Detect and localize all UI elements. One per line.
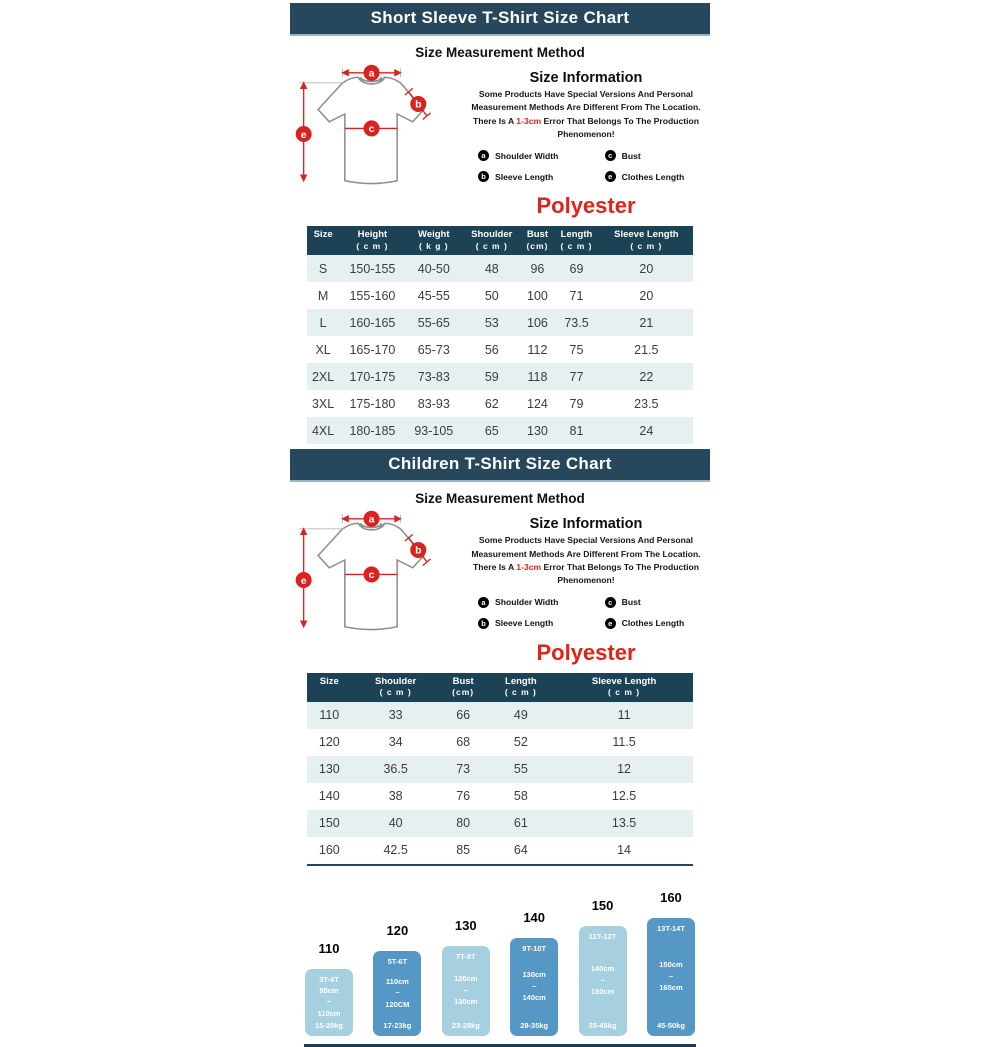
table-row: [307, 783, 693, 810]
table-row: [307, 837, 693, 865]
adult-info-column: [462, 63, 710, 219]
tshirt-measurement-diagram: [290, 65, 462, 193]
children-size-table: [307, 673, 693, 866]
age-range: 9T-10T: [522, 943, 547, 953]
size-bar: [647, 918, 695, 1036]
bust-cell: 68: [456, 735, 471, 750]
sleeve-cell: 12.5: [611, 789, 637, 804]
size-bar-group: [646, 890, 696, 1036]
legend-item: [478, 597, 605, 608]
column-header: Bust (cm): [440, 673, 487, 702]
bust-cell: 73: [456, 762, 471, 777]
legend-item: [605, 171, 706, 182]
weight-cell: 65-73: [417, 342, 450, 357]
bust-cell: 100: [527, 288, 548, 303]
sleeve-cell: 14: [555, 837, 693, 865]
size-cell: S: [318, 261, 328, 276]
table-row: [307, 255, 693, 282]
children-material-label: Polyester: [536, 639, 636, 665]
table-row: [307, 729, 693, 756]
svg-text:c: c: [368, 123, 375, 136]
table-row: [307, 309, 693, 336]
height-range: 110cm ~ 120CM: [385, 976, 410, 1009]
column-header: Weight ( k g ): [406, 226, 462, 255]
adult-diagram-column: [290, 63, 462, 219]
column-header: Height ( c m ): [339, 226, 405, 255]
shoulder-cell: 40: [388, 816, 403, 831]
weight-range: 23-28kg: [451, 1020, 480, 1030]
legend-letter-icon: e: [605, 618, 616, 629]
sleeve-cell: 23.5: [634, 396, 659, 411]
size-bar-label: 150: [591, 897, 614, 913]
shoulder-cell: 36.5: [383, 762, 408, 777]
bust-cell: 112: [527, 342, 548, 357]
table-row: [307, 756, 693, 783]
shoulder-cell: 62: [484, 396, 499, 411]
legend-letter-icon: b: [478, 171, 489, 182]
legend-letter-icon: a: [478, 597, 489, 608]
children-info-column: [462, 509, 710, 665]
shoulder-cell: 56: [484, 342, 499, 357]
weight-cell: 45-55: [417, 288, 450, 303]
legend-letter-icon: a: [478, 150, 489, 161]
weight-range: 45-50kg: [656, 1020, 685, 1030]
children-method-title: Size Measurement Method: [415, 491, 585, 507]
table-row: [307, 810, 693, 837]
size-cell: 150: [318, 816, 340, 831]
size-bar: [442, 946, 490, 1036]
legend-item: [605, 597, 706, 608]
size-bar-label: 130: [454, 917, 477, 933]
bust-cell: 66: [456, 708, 471, 723]
height-range: 120cm ~ 130cm: [454, 974, 478, 1007]
age-range: 13T-14T: [656, 923, 685, 933]
size-bar-label: 140: [523, 909, 546, 925]
sleeve-cell: 11.5: [612, 735, 636, 750]
legend-label: Clothes Length: [621, 618, 685, 629]
sleeve-cell: 21: [639, 315, 654, 330]
legend-label: Shoulder Width: [495, 150, 559, 161]
size-bar-label: 160: [660, 889, 682, 905]
baseline-divider: [304, 1044, 696, 1047]
sleeve-cell: 22: [639, 369, 654, 384]
shoulder-cell: 48: [484, 261, 499, 276]
weight-cell: 55-65: [417, 315, 450, 330]
sleeve-cell: 12: [617, 762, 632, 777]
length-cell: 49: [513, 708, 528, 723]
length-cell: 55: [513, 762, 528, 777]
size-bars-section: [304, 890, 696, 1047]
bust-cell: 124: [527, 396, 548, 411]
table-row: [307, 282, 693, 309]
bust-cell: 76: [456, 789, 471, 804]
children-measure-row: [290, 509, 710, 665]
height-cell: 155-160: [349, 288, 396, 303]
size-bar-group: [304, 941, 354, 1036]
size-bar-group: [441, 918, 491, 1036]
adult-material-label: Polyester: [536, 193, 636, 219]
bust-cell: 106: [527, 315, 548, 330]
svg-text:b: b: [415, 98, 422, 111]
column-header: Size: [307, 673, 352, 702]
weight-range: 15-20kg: [315, 1020, 343, 1030]
legend-label: Shoulder Width: [495, 597, 559, 608]
size-cell: 110: [319, 708, 340, 723]
age-range: 11T-12T: [588, 931, 617, 941]
size-bar-label: 120: [386, 922, 409, 938]
legend-item: [478, 171, 605, 182]
size-bar: [373, 951, 421, 1036]
size-cell: 140: [318, 789, 340, 804]
children-diagram-column: [290, 509, 462, 665]
age-range: 7T-8T: [455, 951, 476, 961]
length-cell: 69: [569, 261, 584, 276]
size-cell: L: [319, 315, 327, 330]
svg-text:e: e: [300, 128, 307, 141]
legend-item: [605, 618, 706, 629]
height-range: 150cm ~ 165cm: [659, 960, 683, 993]
size-cell: XL: [315, 342, 331, 357]
sleeve-cell: 20: [639, 288, 654, 303]
legend-label: Bust: [621, 597, 641, 608]
height-cell: 180-185: [349, 423, 396, 438]
age-range: 5T-6T: [387, 956, 408, 966]
size-bar-label: 110: [318, 940, 340, 956]
legend-item: [478, 150, 605, 161]
weight-cell: 93-105: [414, 423, 454, 438]
shoulder-cell: 50: [484, 288, 499, 303]
weight-cell: 73-83: [417, 369, 450, 384]
error-range-highlight: 1-3cm: [516, 561, 542, 572]
size-bar-group: [372, 923, 422, 1036]
length-cell: 58: [513, 789, 528, 804]
svg-text:e: e: [300, 575, 307, 588]
column-header: Shoulder ( c m ): [352, 673, 440, 702]
column-header: Shoulder ( c m ): [462, 226, 522, 255]
weight-range: 28-35kg: [520, 1020, 549, 1030]
svg-text:a: a: [368, 67, 375, 80]
adult-section: [290, 3, 710, 444]
length-cell: 79: [569, 396, 584, 411]
column-header: Bust (cm): [522, 226, 554, 255]
table-row: [307, 702, 693, 729]
size-bar: [510, 938, 558, 1036]
height-cell: 165-170: [349, 342, 396, 357]
svg-text:c: c: [368, 569, 375, 582]
bust-cell: 96: [530, 261, 545, 276]
adult-size-table: [307, 226, 693, 444]
children-info-text: Some Products Have Special Versions And Personal Measurement Methods Are Different From The Location. There Is A 1-3cm Error That Belongs To The Production Phenomenon!: [471, 535, 701, 586]
size-bar: [579, 926, 627, 1036]
age-range: 3T-4T: [319, 974, 339, 984]
adult-measure-legend: [462, 148, 710, 182]
weight-cell: 40-50: [417, 261, 450, 276]
height-cell: 150-155: [349, 261, 396, 276]
legend-letter-icon: c: [605, 597, 616, 608]
length-cell: 77: [569, 369, 584, 384]
legend-item: [478, 618, 605, 629]
table-row: [307, 390, 693, 417]
column-header: Sleeve Length ( c m ): [555, 673, 693, 702]
children-table-body: [307, 702, 693, 865]
size-bar: [305, 969, 353, 1036]
shoulder-cell: 53: [484, 315, 499, 330]
adult-info-text: Some Products Have Special Versions And Personal Measurement Methods Are Different From The Location. There Is A 1-3cm Error That Belongs To The Production Phenomenon!: [471, 89, 701, 139]
children-section: [290, 449, 710, 865]
weight-cell: 83-93: [417, 396, 450, 411]
adult-method-title: Size Measurement Method: [415, 45, 585, 60]
size-bar-group: [578, 898, 628, 1036]
legend-item: [605, 150, 706, 161]
sleeve-cell: 11: [617, 708, 631, 723]
legend-label: Sleeve Length: [495, 618, 554, 629]
size-cell: 120: [318, 735, 340, 750]
sleeve-cell: 13.5: [611, 816, 637, 831]
weight-range: 17-23kg: [383, 1020, 412, 1030]
length-cell: 61: [513, 816, 528, 831]
table-row: [307, 417, 693, 444]
size-cell: M: [317, 288, 329, 303]
height-range: 130cm ~ 140cm: [522, 970, 546, 1003]
height-cell: 175-180: [349, 396, 396, 411]
length-cell: 81: [569, 423, 584, 438]
adult-banner-title: Short Sleeve T-Shirt Size Chart: [290, 3, 710, 36]
adult-table-header: [307, 226, 693, 255]
error-range-highlight: 1-3cm: [516, 115, 542, 126]
content-column: [290, 0, 710, 1047]
bust-cell: 130: [527, 423, 548, 438]
shoulder-cell: 33: [388, 708, 403, 723]
legend-letter-icon: b: [478, 618, 489, 629]
bust-cell: 85: [440, 837, 487, 865]
shoulder-cell: 34: [388, 735, 403, 750]
length-cell: 75: [569, 342, 584, 357]
column-header: Length ( c m ): [487, 673, 556, 702]
sleeve-cell: 21.5: [634, 342, 659, 357]
legend-letter-icon: e: [605, 171, 616, 182]
column-header: Length ( c m ): [553, 226, 599, 255]
size-cell: 3XL: [311, 396, 335, 411]
bust-cell: 80: [456, 816, 471, 831]
height-cell: 160-165: [349, 315, 396, 330]
children-info-title: Size Information: [529, 516, 643, 533]
length-cell: 71: [569, 288, 584, 303]
sleeve-cell: 20: [639, 261, 654, 276]
shoulder-cell: 42.5: [352, 837, 440, 865]
column-header: Sleeve Length ( c m ): [600, 226, 693, 255]
table-row: [307, 336, 693, 363]
height-cell: 170-175: [349, 369, 396, 384]
length-cell: 73.5: [564, 315, 589, 330]
legend-label: Clothes Length: [621, 171, 685, 182]
legend-label: Sleeve Length: [495, 171, 554, 182]
table-row: [307, 363, 693, 390]
children-table-header: [307, 673, 693, 702]
tshirt-measurement-diagram: [290, 511, 462, 639]
shoulder-cell: 38: [388, 789, 403, 804]
shoulder-cell: 65: [484, 423, 499, 438]
length-cell: 52: [513, 735, 528, 750]
legend-letter-icon: c: [605, 150, 616, 161]
size-bars-row: [304, 890, 696, 1036]
size-cell: 4XL: [311, 423, 335, 438]
bust-cell: 118: [527, 369, 548, 384]
size-cell: 2XL: [311, 369, 335, 384]
size-cell: 160: [307, 837, 352, 865]
height-range: 140cm ~ 150cm: [590, 964, 615, 997]
svg-text:a: a: [368, 513, 375, 526]
shoulder-cell: 59: [484, 369, 499, 384]
svg-text:b: b: [415, 545, 422, 558]
legend-label: Bust: [621, 150, 641, 161]
sleeve-cell: 24: [639, 423, 654, 438]
size-bar-group: [509, 910, 559, 1036]
weight-range: 35-45kg: [588, 1020, 617, 1030]
length-cell: 64: [487, 837, 556, 865]
size-cell: 130: [318, 762, 340, 777]
column-header: Size: [307, 226, 339, 255]
height-range: 95cm ~ 110cm: [317, 985, 341, 1018]
children-banner-title: Children T-Shirt Size Chart: [290, 449, 710, 482]
adult-info-title: Size Information: [529, 70, 643, 86]
adult-table-body: [307, 255, 693, 444]
adult-measure-row: [290, 63, 710, 219]
children-measure-legend: [462, 595, 710, 629]
